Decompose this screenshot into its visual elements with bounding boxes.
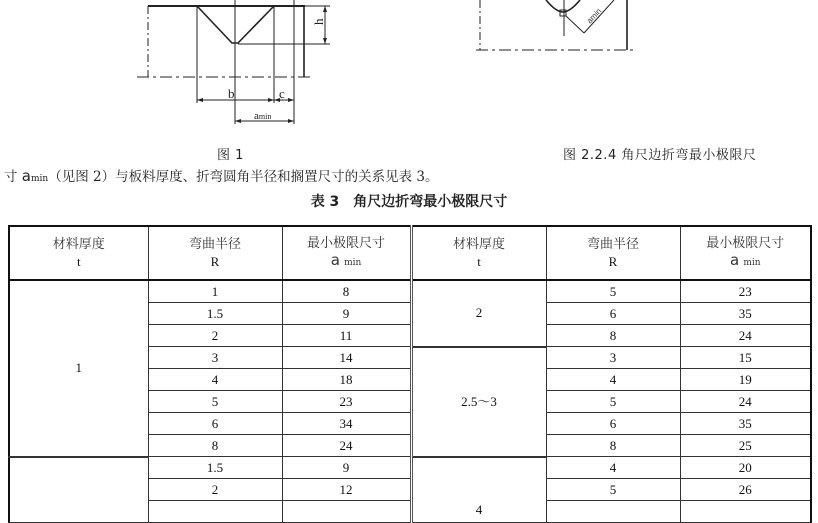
dim-label-amin: amin: [254, 110, 272, 122]
cell-amin: 11: [282, 325, 411, 347]
cell-amin: 15: [680, 347, 811, 369]
cell-amin: 20: [680, 457, 811, 479]
figure-1-drawing: [0, 0, 818, 130]
cell-radius: 3: [148, 347, 282, 369]
cell-radius: 4: [546, 369, 680, 391]
cell-thickness: 4: [411, 457, 546, 523]
dim-label-h: h: [311, 18, 326, 25]
cell-radius: 3: [546, 347, 680, 369]
cell-amin: 24: [680, 391, 811, 413]
figure-1-caption: 图 1: [217, 148, 244, 163]
cell-radius: 8: [148, 435, 282, 457]
cell-radius: 4: [546, 457, 680, 479]
cell-amin: 8: [282, 280, 411, 303]
cell-amin: 19: [680, 369, 811, 391]
cell-amin: [680, 501, 811, 523]
cell-radius: 5: [546, 479, 680, 501]
body-paragraph: [4, 165, 438, 185]
cell-radius: 5: [546, 391, 680, 413]
table-title: 表 3 角尺边折弯最小极限尺寸: [310, 194, 508, 210]
cell-amin: 24: [680, 325, 811, 347]
cell-amin: 14: [282, 347, 411, 369]
cell-radius: 1.5: [148, 457, 282, 479]
cell-radius: 2: [148, 479, 282, 501]
cell-thickness: 2: [411, 280, 546, 347]
header-amin-2: 最小极限尺寸 a min: [680, 226, 811, 280]
table-row: [9, 280, 811, 303]
cell-amin: 35: [680, 413, 811, 435]
table-row: [9, 457, 811, 479]
cell-amin: 18: [282, 369, 411, 391]
cell-radius: 5: [148, 391, 282, 413]
figure-2-caption: 图 2.2.4 角尺边折弯最小极限尺: [563, 148, 757, 163]
cell-radius: 6: [148, 413, 282, 435]
cell-radius: 8: [546, 325, 680, 347]
cell-thickness: 1: [9, 280, 148, 457]
cell-radius: 1.5: [148, 303, 282, 325]
cell-thickness: 2.5～3: [411, 347, 546, 457]
spec-table: [8, 225, 812, 523]
dim-label-c: c: [279, 86, 285, 101]
header-thickness-2: 材料厚度 t: [411, 226, 546, 280]
cell-thickness: [9, 457, 148, 523]
cell-amin: 24: [282, 435, 411, 457]
cell-amin: [282, 501, 411, 523]
header-amin: 最小极限尺寸 a min: [282, 226, 411, 280]
cell-radius: 2: [148, 325, 282, 347]
cell-radius: 6: [546, 413, 680, 435]
cell-radius: 4: [148, 369, 282, 391]
header-thickness: 材料厚度 t: [9, 226, 148, 280]
cell-amin: 35: [680, 303, 811, 325]
cell-amin: 23: [282, 391, 411, 413]
cell-radius: 6: [546, 303, 680, 325]
cell-radius: 1: [148, 280, 282, 303]
cell-amin: 25: [680, 435, 811, 457]
header-radius: 弯曲半径 R: [148, 226, 282, 280]
cell-amin: 9: [282, 457, 411, 479]
cell-amin: 12: [282, 479, 411, 501]
paragraph-suffix: （见图 2）与板料厚度、折弯圆角半径和搁置尺寸的关系见表 3。: [48, 169, 439, 185]
cell-amin: 26: [680, 479, 811, 501]
paragraph-a-symbol: a: [21, 167, 31, 185]
table-header-row: [9, 226, 811, 280]
fig2-dim-label: amin: [584, 6, 604, 26]
cell-radius: [148, 501, 282, 523]
cell-radius: 8: [546, 435, 680, 457]
paragraph-a-subscript: min: [31, 174, 49, 184]
cell-amin: 23: [680, 280, 811, 303]
dim-label-b: b: [228, 86, 235, 101]
paragraph-prefix: 寸: [4, 169, 22, 185]
cell-amin: 34: [282, 413, 411, 435]
header-radius-2: 弯曲半径 R: [546, 226, 680, 280]
cell-radius: [546, 501, 680, 523]
cell-amin: 9: [282, 303, 411, 325]
cell-radius: 5: [546, 280, 680, 303]
